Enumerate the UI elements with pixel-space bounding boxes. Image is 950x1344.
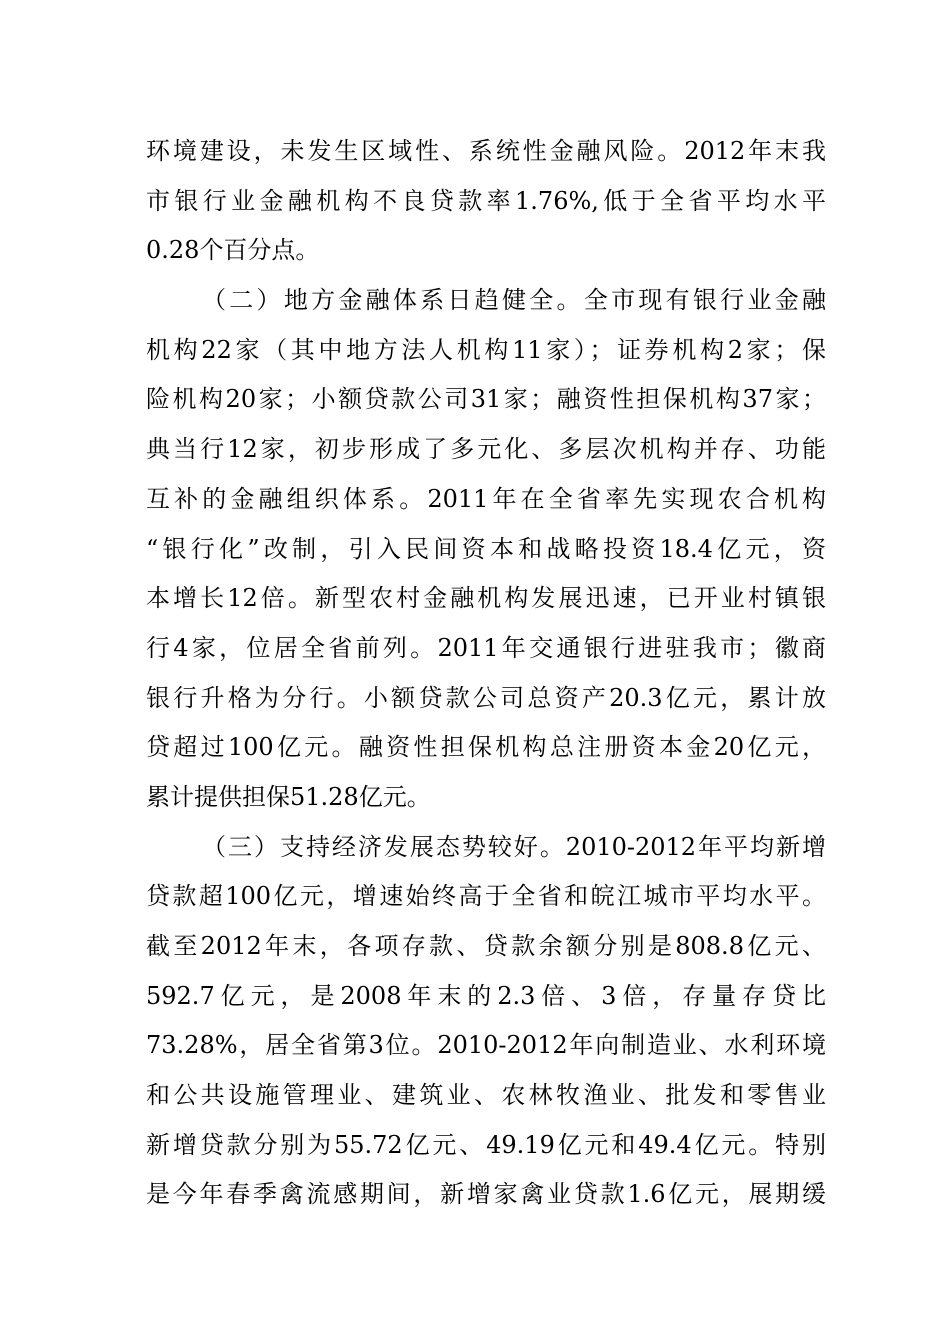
text-line-3: 0.28个百分点。 — [146, 236, 320, 265]
text-line-10: 本增长12倍。新型农村金融机构发展迅速，已开业村镇银 — [146, 584, 826, 613]
text-line-18: 592.7亿元，是2008年末的2.3倍、3倍，存量存贷比 — [146, 981, 826, 1010]
text-line-7: 典当行12家，初步形成了多元化、多层次机构并存、功能 — [146, 435, 826, 464]
text-line-8: 互补的金融组织体系。2011年在全省率先实现农合机构 — [146, 484, 826, 513]
text-line-6: 险机构20家；小额贷款公司31家；融资性担保机构37家； — [146, 385, 826, 414]
text-line-9: “银行化”改制，引入民间资本和战略投资18.4亿元，资 — [146, 534, 826, 563]
text-line-2: 市银行业金融机构不良贷款率1.76%,低于全省平均水平 — [146, 186, 826, 215]
section-heading-2-line: （二）地方金融体系日趋健全。全市现有银行业金融 — [202, 286, 826, 315]
section-heading-3-line: （三）支持经济发展态势较好。2010-2012年平均新增 — [202, 832, 826, 861]
text-line-13: 贷超过100亿元。融资性担保机构总注册资本金20亿元， — [146, 733, 826, 762]
text-line-16: 贷款超100亿元，增速始终高于全省和皖江城市平均水平。 — [146, 882, 826, 911]
text-line-11: 行4家，位居全省前列。2011年交通银行进驻我市；徽商 — [146, 633, 826, 662]
text-line-5: 机构22家（其中地方法人机构11家）；证券机构2家；保 — [146, 335, 826, 364]
text-line-12: 银行升格为分行。小额贷款公司总资产20.3亿元，累计放 — [146, 683, 826, 712]
text-line-20: 和公共设施管理业、建筑业、农林牧渔业、批发和零售业 — [146, 1081, 826, 1110]
body-text — [146, 127, 826, 1220]
text-line-21: 新增贷款分别为55.72亿元、49.19亿元和49.4亿元。特别 — [146, 1130, 826, 1159]
text-line-22: 是今年春季禽流感期间，新增家禽业贷款1.6亿元，展期缓 — [146, 1180, 826, 1209]
text-line-1: 环境建设，未发生区域性、系统性金融风险。2012年末我 — [146, 137, 826, 165]
text-line-14: 累计提供担保51.28亿元。 — [146, 782, 431, 811]
text-line-17: 截至2012年末，各项存款、贷款余额分别是808.8亿元、 — [146, 932, 826, 960]
text-line-19: 73.28%，居全省第3位。2010-2012年向制造业、水利环境 — [146, 1031, 826, 1060]
